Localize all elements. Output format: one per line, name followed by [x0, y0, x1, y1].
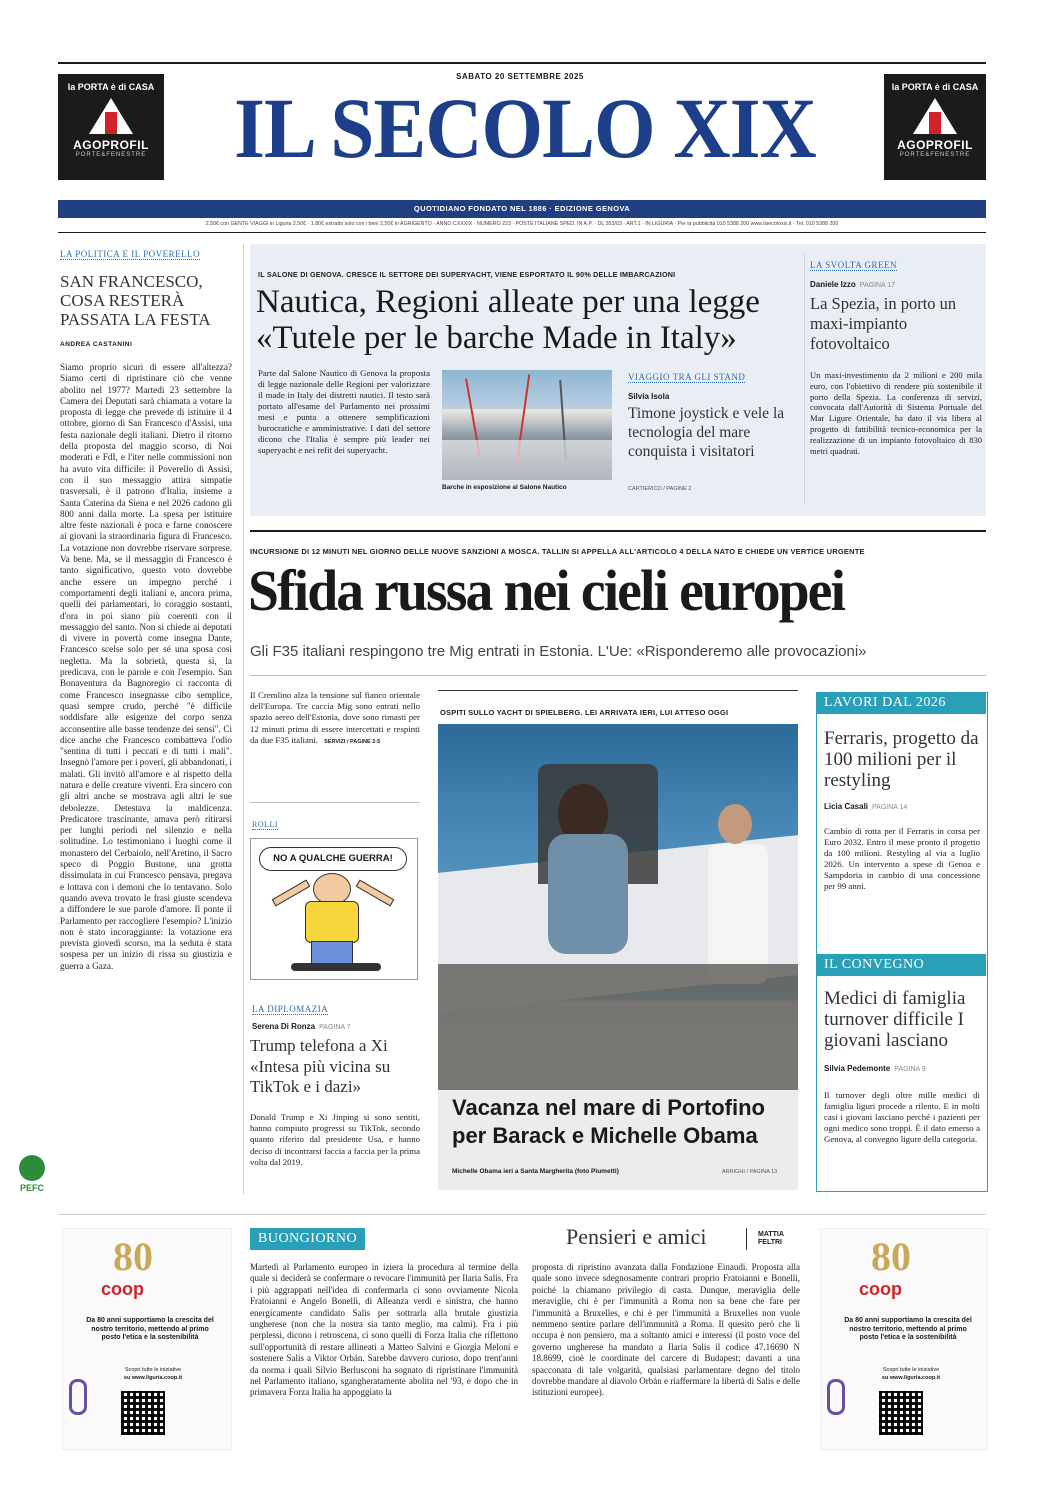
ferraris-headline[interactable]: Ferraris, progetto da 100 milioni per il restyling — [824, 728, 979, 791]
nautica-photo[interactable] — [442, 370, 612, 480]
main-kicker: INCURSIONE DI 12 MINUTI NEL GIORNO DELLE NUOVE SANZIONI A MOSCA. TALLIN SI APPELLA ALL'ARTICOLO 4 DELLA NATO E CHIEDE UN VERTICE URGENTE — [250, 547, 865, 556]
buongiorno-col2: proposta di ripristino avanzata dalla Fondazione Einaudi. Proposta alla quale sono invece sdegnosamente contrari proprio Fratoianni e Bonelli, poiché la chiamano privilegio di casta. Dunque, meraviglia delle meraviglie, chi è per l'immunità a Roma non sa bene che fare per l'immunità a Bruxelles, e chi è per l'immunità a Bruxelles non vuole nemmeno sentire parlare dell'immunità a Roma. Il quesito però che li occupa è non pensiero, ma a soltanto amici e interessi (il posto voce del governo ungherese ha mandato a Ilaria Salis il codice 47.16690 N 18.8699, cioè le coordinate del carcere di Budapest; davanti a una spacconata di tale volgarità, qualsiasi parlamentare degno del titolo dovrebbe mandare al diavolo Orbán e riaffermare la libertà di Salis e delle istituzioni europee). — [532, 1262, 800, 1398]
obama-ref: ARRIGHI / PAGINA 13 — [722, 1169, 778, 1175]
nautica-kicker: IL SALONE DI GENOVA. CRESCE IL SETTORE DEI SUPERYACHT, VIENE ESPORTATO IL 90% DELLE IMBARCAZIONI — [258, 270, 676, 279]
masthead-bottom-rule — [58, 232, 986, 233]
trump-body: Donald Trump e Xi Jinping si sono sentiti, hanno compiuto progressi su TikTok, secondo quanto riferito dal presidente Usa, e hanno deciso di incontrarsi faccia a faccia per la prima volta dal 2019. — [250, 1112, 420, 1167]
house-door-icon — [89, 98, 133, 134]
masthead-founded-bar — [58, 200, 986, 218]
trump-headline[interactable]: Trump telefona a Xi «Intesa più vicina su TikTok e i dazi» — [250, 1036, 391, 1096]
qr-code-icon — [879, 1391, 923, 1435]
main-subhead: Gli F35 italiani respingono tre Mig entrati in Estonia. L'Ue: «Risponderemo alle provocazioni» — [250, 643, 867, 660]
main-ref: SERVIZI / PAGINE 2-5 — [324, 738, 381, 745]
medici-headline[interactable]: Medici di famiglia turnover difficile I giovani lasciano — [824, 988, 966, 1051]
masthead-title[interactable]: IL SECOLO XIX — [234, 80, 816, 176]
house-door-icon — [913, 98, 957, 134]
coop-brand: coop — [101, 1279, 144, 1299]
masthead-price-line: 2,50€ con GENTE VIAGGI in Liguria 2,50€ · 1,80€ estratto solo con i beni 2,50€ in AGRIGENTO · ANNO CXXXIX · NUMERO 223 · POSTE ITALIANE SPED. IN A.P. · DL 353/03 · ART.1 · IN LIGURIA · Per la pubblicità 010 5388 200 www.ilsecoloxix.it · Tel. 010 5388 200 — [205, 221, 839, 227]
obama-top-rule — [438, 690, 798, 691]
coop-decor-left — [827, 1379, 845, 1415]
spezia-label: LA SVOLTA GREEN — [810, 260, 897, 270]
tree-icon — [19, 1155, 45, 1181]
masthead-founded: QUOTIDIANO FONDATO NEL 1886 · EDIZIONE GENOVA — [413, 204, 631, 213]
coop-small: Scopri tutte le iniziative — [124, 1367, 182, 1373]
main-body-rule — [250, 802, 420, 803]
coop-80-logo: 80 — [113, 1234, 153, 1279]
cartoon-label: ROLLI — [252, 820, 279, 829]
coop-80-logo: 80 — [871, 1234, 911, 1279]
left-author: ANDREA CASTANINI — [60, 341, 133, 348]
spezia-author: Daniele Izzo PAGINA 17 — [810, 280, 896, 289]
nautica-spezia-divider — [804, 254, 805, 504]
section-label: LA POLITICA E IL POVERELLO — [60, 249, 201, 259]
ferraris-label: LAVORI DAL 2026 — [816, 692, 986, 714]
obama-kicker: OSPITI SULLO YACHT DI SPIELBERG. LEI ARRIVATA IERI, LUI ATTESO OGGI — [440, 708, 729, 717]
ferraris-author: Licia Casali PAGINA 14 — [824, 802, 908, 811]
nautica-photo-caption: Barche in esposizione al Salone Nautico — [442, 484, 567, 491]
nautica-sub-label: VIAGGIO TRA GLI STAND — [628, 372, 746, 382]
ad-sub: PORTE&FENESTRE — [75, 152, 147, 158]
main-headline[interactable]: Sfida russa nei cieli europei — [248, 558, 845, 623]
pefc-label: PEFC — [19, 1183, 44, 1193]
coop-text: Da 80 anni supportiamo la crescita del nostro territorio, mettendo al primo posto l'etica e la sostenibilità — [844, 1317, 972, 1341]
medici-label: IL CONVEGNO — [816, 954, 986, 976]
main-body: Il Cremlino alza la tensione sul fianco orientale dell'Europa. Tre caccia Mig sono entrati nello spazio aereo dell'Estonia, dove sono rimasti per 12 minuti prima di essere intercettati e respinti da due F35 italiani. SERVIZI / PAGINE 2-5 — [250, 690, 420, 745]
masthead-top-rule — [58, 62, 986, 64]
buongiorno-title-divider — [746, 1228, 747, 1250]
buongiorno-title[interactable]: Pensieri e amici — [566, 1224, 707, 1249]
left-body: Siamo proprio sicuri di essere all'altezza? Siamo certi di ripristinare ciò che venne abolito nel 1977? Martedì 23 settembre la Camera dei Deputati sarà chiamata a votare la proposta di legge che prevede di istituire il 4 ottobre, giorno di San Francesco d'Assisi, una festa nazionale degli italiani. Dietro il ritorno della proposta del maggio scorso, di Noi moderati e FdI, e l'iter nelle commissioni non ha avuto vita difficile: il Poverello di Assisi, con il suo messaggio attira simpatie trasversali, è il patrono d'Italia, insieme a Santa Caterina da Siena e nel 2026 cadono gli 800 anni dalla morte. La spesa per istituire altre feste nazionali è poca e farne conoscere ai giovani la straordinaria figura di Francesco. La votazione non dovrebbe riservare sorprese. Va bene. Ma, se il messaggio di Francesco è tanto significativo, questo voto dovrebbe anche essere un impegno perché i comportamenti degli italiani e, ancora prima, quelli dei parlamentari, lo coraggio sostanti, d'ora in poi siano più coerenti con il messaggio del santo. Non si chiede ai deputati di vivere in povertà come insegna Dante, Francesco scelse solo per sé una sposa così negletta. Ma la sobrietà, questa sì, la predicava, con le parole e con l'esempio. San Bonaventura da Bagnoregio ci racconta di come Francesco insegnasse cibo semplice, quasi sempre crudo, perché "è difficile soddisfare alle esigenze del corpo senza acconsentire alle basse tendenze dei sensi". Ci dice anche che Francesco combatteva l'odio "sentina di tutti i peccati e di tutti i mali". Insegnò l'amore per i poveri, gli abbandonati, i malati. Gli invitò all'amore e al rispetto della natura e delle creature viventi. Era sincero con gli altri anche se mostrava agli altri le sue debolezze. Detestava la maldicenza. Predicatore trascinante, amava però ritirarsi per lunghi periodi nel silenzio e nella solitudine. Lo testimoniano i luoghi come il monastero del Cerbaiolo, nell'Aretino, il Sacro speco di Poggio Bustone, una grotta dissimulata in cui Francesco pensava, pregava e lottava con i demoni che lo tentavano. Solo quando aveva trovato le frasi giuste scendeva a diffondere le sue parole d'amore. Il ponte il Parlamento per raccogliere l'esempio? L'inizio non è stato incoraggiante: la votazione era prevista giovedì scorso, ma la seduta è stata sospesa per un inizio di rissa su giustizia e guerra a Gaza. — [60, 362, 232, 971]
nautica-sub-headline[interactable]: Timone joystick e vele la tecnologia del mare conquista i visitatori — [628, 405, 785, 460]
coop-decor-left — [69, 1379, 87, 1415]
cartoon-bubble: NO A QUALCHE GUERRA! — [259, 847, 407, 871]
ad-brand: AGOPROFIL — [897, 138, 973, 152]
ad-coop-right[interactable] — [820, 1228, 988, 1450]
nautica-headline-1[interactable]: Nautica, Regioni alleate per una legge — [256, 284, 760, 320]
masthead-date: SABATO 20 SETTEMBRE 2025 — [456, 72, 584, 81]
ad-agoprofil-left[interactable] — [58, 74, 164, 180]
ferraris-body: Cambio di rotta per il Ferraris in corsa per Euro 2032. Entro il mese pronto il progetto da 100 milioni. Restyling al via a luglio 2026. Un intervento a spese di Genoa e Sampdoria in cambio di una concessione per 99 anni. — [824, 826, 980, 891]
left-column-divider — [243, 244, 244, 1194]
coop-small: Scopri tutte le iniziative — [882, 1367, 940, 1373]
coop-brand: coop — [859, 1279, 902, 1299]
buongiorno-col1: Martedì al Parlamento europeo in iziera la procedura al termine della quale si deciderà se confermare o revocare l'immunità per Ilaria Salis. Fra i più aggrappati nell'idea di confermarla ci sono ovviamente Nicola Fratoianni e Angelo Bonelli, di Alleanza verdi e sinistra, che hanno energicamente candidato Salis per sottrarla alla brutale giustizia ungherese (non che la nostra sia tanto meglio, ma calmi). Fra i più perplessi, dicono i retroscena, ci sono quelli di Forza Italia che riflettono sull'opportunità di restare allineati a Matteo Salvini e Giorgia Meloni e sostenere Salis a Viktor Orbán. Sarebbe davvero curioso, dopo trent'anni da norma i quali Silvio Berlusconi ha sognato di ripristinare l'immunità nel Parlamento italiano, sgangheratamente abolita nel '93, e dopo che in primavera Forza Italia ha appoggiato la — [250, 1262, 518, 1398]
main-subhead-rule — [250, 675, 986, 676]
obama-headline[interactable]: Vacanza nel mare di Portofino per Barack e Michelle Obama — [452, 1095, 765, 1148]
trump-label: LA DIPLOMAZIA — [252, 1004, 329, 1014]
main-top-rule — [250, 530, 986, 532]
cartoon-frame[interactable] — [250, 838, 418, 980]
medici-author: Silvia Pedemonte PAGINA 9 — [824, 1064, 926, 1073]
medici-body: Il turnover degli oltre mille medici di famiglia liguri procede a rilento. E in molti casi i giovani lasciano perché i pazienti per ogni medico sono troppi. È il dato emerso a Genova, al convegno ligure della categoria. — [824, 1090, 980, 1144]
nautica-sub-ref: CARTIERICO / PAGINE 2 — [628, 486, 692, 492]
nautica-sub-author: Silvia Isola — [628, 392, 670, 401]
buongiorno-author: MATTIA FELTRI — [758, 1231, 784, 1246]
nautica-body: Parte dal Salone Nautico di Genova la proposta di legge nazionale delle Regioni per valorizzare il made in Italy dei distretti nautici. Il testo sarà portato all'esame del Parlamento nei prossimi mesi e punta a ottenere semplificazioni burocratiche e amministrative. I dati del settore dicono che l'Italia è sempre più leader nei superyacht e nei refit dei superyacht. — [258, 368, 430, 455]
ad-coop-left[interactable] — [62, 1228, 232, 1450]
ad-agoprofil-right[interactable] — [884, 74, 986, 180]
nautica-headline-2[interactable]: «Tutele per le barche Made in Italy» — [256, 320, 737, 356]
ad-tagline: la PORTA è di CASA — [891, 82, 979, 92]
coop-url: su www.liguria.coop.it — [123, 1375, 183, 1381]
spezia-headline[interactable]: La Spezia, in porto un maxi-impianto fotovoltaico — [810, 294, 957, 353]
bottom-rule — [58, 1214, 986, 1215]
pefc-logo — [12, 1155, 52, 1193]
coop-text: Da 80 anni supportiamo la crescita del nostro territorio, mettendo al primo posto l'etica e la sostenibilità — [86, 1317, 214, 1341]
ad-brand: AGOPROFIL — [73, 138, 149, 152]
buongiorno-label: BUONGIORNO — [250, 1228, 365, 1250]
obama-caption: Michelle Obama ieri a Santa Margherita (foto Piumetti) — [452, 1168, 619, 1175]
ad-tagline: la PORTA è di CASA — [67, 82, 155, 92]
left-column — [60, 244, 232, 1194]
ad-sub: PORTE&FENESTRE — [899, 152, 971, 158]
left-headline[interactable]: SAN FRANCESCO, COSA RESTERÀ PASSATA LA FESTA — [60, 272, 211, 329]
spezia-body: Un maxi-investimento da 2 milioni e 200 mila euro, con l'obiettivo di rendere più sostenibile il porto della Spezia. La conferenza di servizi, convocata dall'Autorità di Sistema Portuale del Mar Ligure Orientale, ha dato il via libera al progetto di fattibilità tecnico-economica per la realizzazione di un impianto fotovoltaico di 830 metri quadrati. — [810, 370, 982, 456]
trump-author: Serena Di Ronza PAGINA 7 — [252, 1022, 351, 1031]
obama-photo[interactable] — [438, 724, 798, 1090]
coop-url: su www.liguria.coop.it — [881, 1375, 941, 1381]
qr-code-icon — [121, 1391, 165, 1435]
